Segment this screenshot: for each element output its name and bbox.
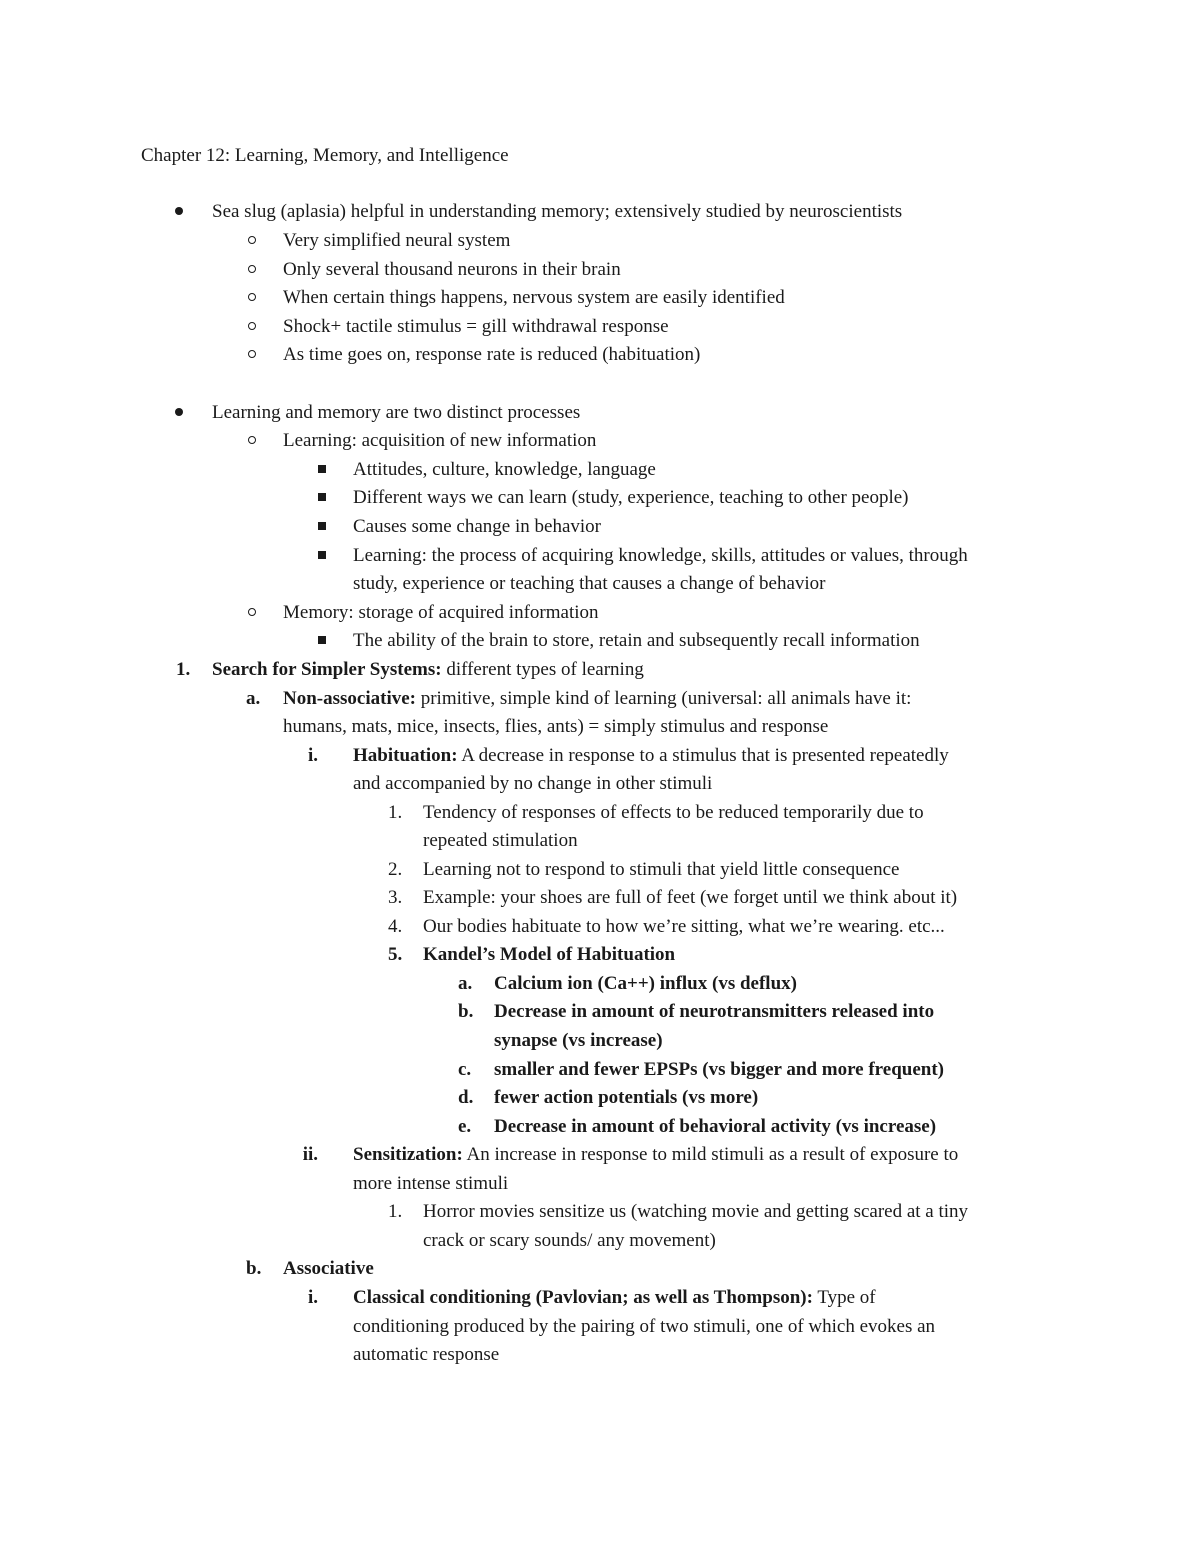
list-number: 2.	[388, 859, 403, 880]
heading-text: Habituation:	[353, 745, 458, 766]
outline-item-continuation: conditioning produced by the pairing of two stimuli, one of which evokes an	[353, 1316, 936, 1337]
outline-item-continuation: repeated stimulation	[423, 830, 578, 851]
bullet-circle-icon	[248, 427, 256, 456]
outline-item: a. Calcium ion (Ca++) influx (vs deflux)	[0, 970, 1200, 999]
list-number: 3.	[388, 887, 403, 908]
outline-item-continuation: automatic response	[353, 1344, 500, 1365]
bullet-square-icon	[318, 513, 326, 542]
list-letter: e.	[458, 1116, 472, 1137]
outline-item: 1. Tendency of responses of effects to be reduced temporarily due to	[0, 799, 1200, 828]
list-item: Attitudes, culture, knowledge, language	[0, 456, 1200, 485]
bullet-square-icon	[318, 456, 326, 485]
bullet-circle-icon	[248, 341, 256, 370]
list-item: Only several thousand neurons in their brain	[0, 256, 1200, 285]
outline-item: 1. Horror movies sensitize us (watching movie and getting scared at a tiny	[0, 1198, 1200, 1227]
outline-item: ii. Sensitization: An increase in response to mild stimuli as a result of exposure to	[0, 1141, 1200, 1170]
bullet-square-icon	[318, 484, 326, 513]
heading-text: Sensitization:	[353, 1144, 463, 1165]
list-item: Causes some change in behavior	[0, 513, 1200, 542]
list-item: Learning: acquisition of new information	[0, 427, 1200, 456]
list-letter: b.	[458, 1001, 474, 1022]
outline-item	[0, 941, 1200, 970]
bullet-dot-icon	[175, 198, 183, 227]
outline-item: b. Decrease in amount of neurotransmitters released into	[0, 998, 1200, 1027]
bullet-dot-icon	[175, 399, 183, 428]
list-number: 1.	[388, 802, 403, 823]
outline-item-continuation: and accompanied by no change in other stimuli	[353, 773, 713, 794]
list-item: Learning and memory are two distinct processes	[0, 399, 1200, 428]
page-title: Chapter 12: Learning, Memory, and Intelligence	[141, 145, 509, 166]
list-item-continuation: study, experience or teaching that causes a change of behavior	[353, 573, 826, 594]
outline-item: d. fewer action potentials (vs more)	[0, 1084, 1200, 1113]
heading-text: Classical conditioning (Pavlovian; as well as Thompson):	[353, 1287, 813, 1308]
outline-item	[0, 1255, 1200, 1284]
list-number: 5.	[388, 944, 403, 965]
heading-text: Associative	[283, 1258, 374, 1279]
bullet-circle-icon	[248, 227, 256, 256]
list-roman: i.	[307, 1287, 318, 1308]
heading-text: Kandel’s Model of Habituation	[423, 944, 676, 965]
bullet-square-icon	[318, 627, 326, 656]
outline-item: a. Non-associative: primitive, simple kind of learning (universal: all animals have it:	[0, 685, 1200, 714]
bullet-circle-icon	[248, 256, 256, 285]
list-roman: i.	[307, 745, 318, 766]
outline-item: 2. Learning not to respond to stimuli that yield little consequence	[0, 856, 1200, 885]
outline-item: i. Classical conditioning (Pavlovian; as well as Thompson): Type of	[0, 1284, 1200, 1313]
bullet-circle-icon	[248, 599, 256, 628]
outline-item-continuation: humans, mats, mice, insects, flies, ants) = simply stimulus and response	[283, 716, 829, 737]
list-letter: a.	[246, 688, 261, 709]
outline-item-continuation: more intense stimuli	[353, 1173, 509, 1194]
heading-text: Non-associative:	[283, 688, 416, 709]
bullet-circle-icon	[248, 284, 256, 313]
list-item: The ability of the brain to store, retain and subsequently recall information	[0, 627, 1200, 656]
outline-item: c. smaller and fewer EPSPs (vs bigger and more frequent)	[0, 1056, 1200, 1085]
outline-item-continuation: crack or scary sounds/ any movement)	[423, 1230, 716, 1251]
outline-item: 3. Example: your shoes are full of feet (we forget until we think about it)	[0, 884, 1200, 913]
list-item: Sea slug (aplasia) helpful in understanding memory; extensively studied by neuroscientists	[0, 198, 1200, 227]
bullet-square-icon	[318, 542, 326, 571]
outline-item: 4. Our bodies habituate to how we’re sitting, what we’re wearing. etc...	[0, 913, 1200, 942]
list-letter: d.	[458, 1087, 474, 1108]
bullet-circle-icon	[248, 313, 256, 342]
outline-item: i. Habituation: A decrease in response to a stimulus that is presented repeatedly	[0, 742, 1200, 771]
list-number: 1.	[176, 659, 191, 680]
list-roman: ii.	[302, 1144, 318, 1165]
heading-text: Search for Simpler Systems:	[212, 659, 442, 680]
outline-item-continuation: synapse (vs increase)	[494, 1030, 663, 1051]
list-item: Very simplified neural system	[0, 227, 1200, 256]
list-item: Shock+ tactile stimulus = gill withdrawal response	[0, 313, 1200, 342]
list-number: 1.	[388, 1201, 403, 1222]
outline-item: 1. Search for Simpler Systems: different types of learning	[0, 656, 1200, 685]
list-item: Memory: storage of acquired information	[0, 599, 1200, 628]
list-item: As time goes on, response rate is reduced (habituation)	[0, 341, 1200, 370]
list-letter: c.	[458, 1059, 472, 1080]
outline-item: e. Decrease in amount of behavioral activity (vs increase)	[0, 1113, 1200, 1142]
list-letter: a.	[458, 973, 473, 994]
list-item: Learning: the process of acquiring knowledge, skills, attitudes or values, through	[0, 542, 1200, 571]
list-number: 4.	[388, 916, 403, 937]
list-item: When certain things happens, nervous system are easily identified	[0, 284, 1200, 313]
list-letter: b.	[246, 1258, 262, 1279]
list-item: Different ways we can learn (study, experience, teaching to other people)	[0, 484, 1200, 513]
